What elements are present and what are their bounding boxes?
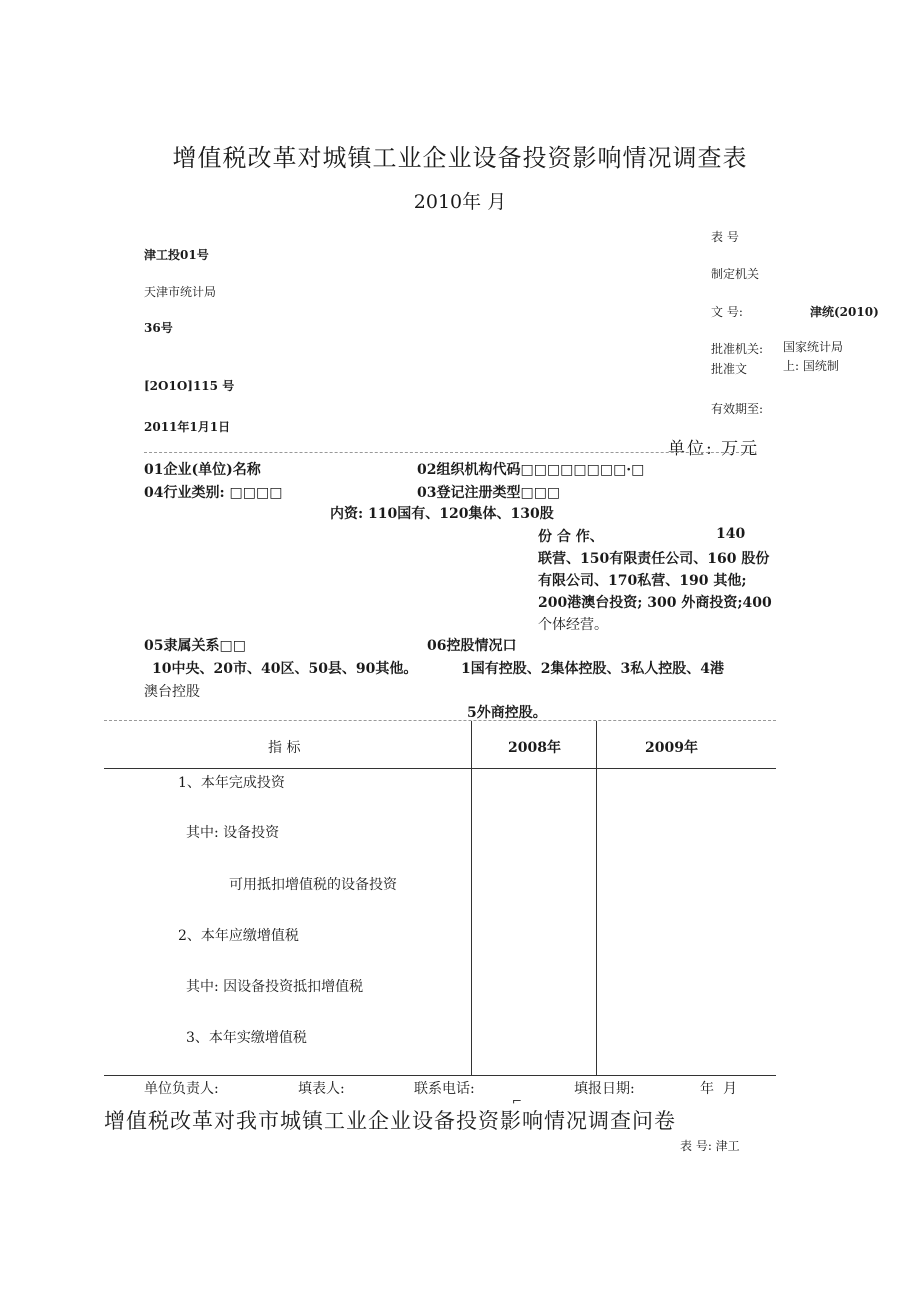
approval-number: [2O1O]115 号: [144, 379, 235, 393]
label-approval-document: 批准文: [711, 362, 748, 376]
table-top-rule: [104, 720, 776, 721]
table-header-2008: 2008年: [508, 740, 561, 756]
table-col-divider-1: [471, 721, 472, 1075]
control-options-line1: 1国有控股、2集体控股、3私人控股、4港: [461, 661, 724, 677]
label-approval-authority: 批准机关:: [711, 342, 764, 356]
field-01-company-name: 01企业(单位)名称: [144, 462, 261, 478]
valid-date: 2011年1月1日: [144, 420, 231, 434]
affiliation-options: 10中央、20市、40区、50县、90其他。: [152, 661, 418, 677]
survey-date: 2010年 月: [413, 191, 507, 213]
table-row: 其中: 因设备投资抵扣增值税: [186, 979, 364, 995]
label-valid-until: 有效期至:: [711, 402, 764, 416]
footer-filled-by: 填表人:: [298, 1081, 345, 1097]
field-06-ownership-control: 06控股情况口: [427, 638, 517, 654]
table-header-2009: 2009年: [645, 740, 698, 756]
approval-document-value: 上: 国统制: [783, 359, 839, 373]
footer-phone: 联系电话:: [414, 1081, 475, 1097]
field-05-affiliation: 05隶属关系□□: [144, 638, 246, 654]
control-options-line3: 5外商控股。: [467, 705, 547, 721]
registration-option-line2a: 份 合 作、: [538, 529, 604, 545]
footer-year: 年: [700, 1081, 714, 1097]
table-row: 2、本年应缴增值税: [178, 928, 299, 944]
form-number: 津工投01号: [144, 248, 209, 262]
field-03-registration-type: 03登记注册类型□□□: [417, 485, 561, 501]
footer-unit-head: 单位负责人:: [144, 1081, 219, 1097]
table-row: 可用抵扣增值税的设备投资: [229, 877, 397, 893]
document-number-value: 津统(2010): [810, 305, 879, 319]
label-document-number: 文 号:: [711, 305, 743, 319]
label-issuing-authority: 制定机关: [711, 267, 760, 281]
questionnaire-title: 增值税改革对我市城镇工业企业设备投资影响情况调查问卷: [104, 1109, 676, 1133]
page-title: 增值税改革对城镇工业企业设备投资影响情况调查表: [172, 144, 748, 172]
footer-report-date: 填报日期:: [574, 1081, 635, 1097]
label-form-number: 表 号: [711, 230, 739, 244]
control-options-line2: 澳台控股: [144, 684, 200, 700]
registration-option-line1: 内资: 110国有、120集体、130股: [330, 506, 554, 522]
footer-month: 月: [723, 1081, 737, 1097]
registration-option-line5: 200港澳台投资; 300 外商投资;400: [538, 595, 772, 611]
field-02-org-code: 02组织机构代码□□□□□□□□·□: [417, 462, 645, 478]
table-row: 其中: 设备投资: [186, 825, 280, 841]
table-row: 3、本年实缴增值税: [186, 1030, 307, 1046]
table-bottom-rule: [104, 1075, 776, 1076]
table-header-indicator: 指 标: [268, 740, 301, 756]
issuing-bureau: 天津市统计局: [144, 285, 217, 299]
registration-option-line4: 有限公司、170私营、190 其他;: [538, 573, 747, 589]
table-col-divider-2: [596, 721, 597, 1075]
registration-option-line6: 个体经营。: [538, 617, 608, 633]
approval-authority-value: 国家统计局: [783, 340, 844, 354]
table-header-rule: [104, 768, 776, 769]
header-divider: [144, 452, 754, 453]
field-04-industry: 04行业类别: □□□□: [144, 485, 283, 501]
stray-mark: ⌐: [512, 1094, 523, 1108]
table-row: 1、本年完成投资: [178, 775, 285, 791]
registration-option-line3: 联营、150有限责任公司、160 股份: [538, 551, 770, 567]
registration-option-line2b: 140: [716, 526, 746, 542]
document-number: 36号: [144, 321, 173, 335]
unit-label: 单位: 万元: [668, 439, 760, 459]
questionnaire-form-number: 表 号: 津工: [680, 1139, 740, 1153]
